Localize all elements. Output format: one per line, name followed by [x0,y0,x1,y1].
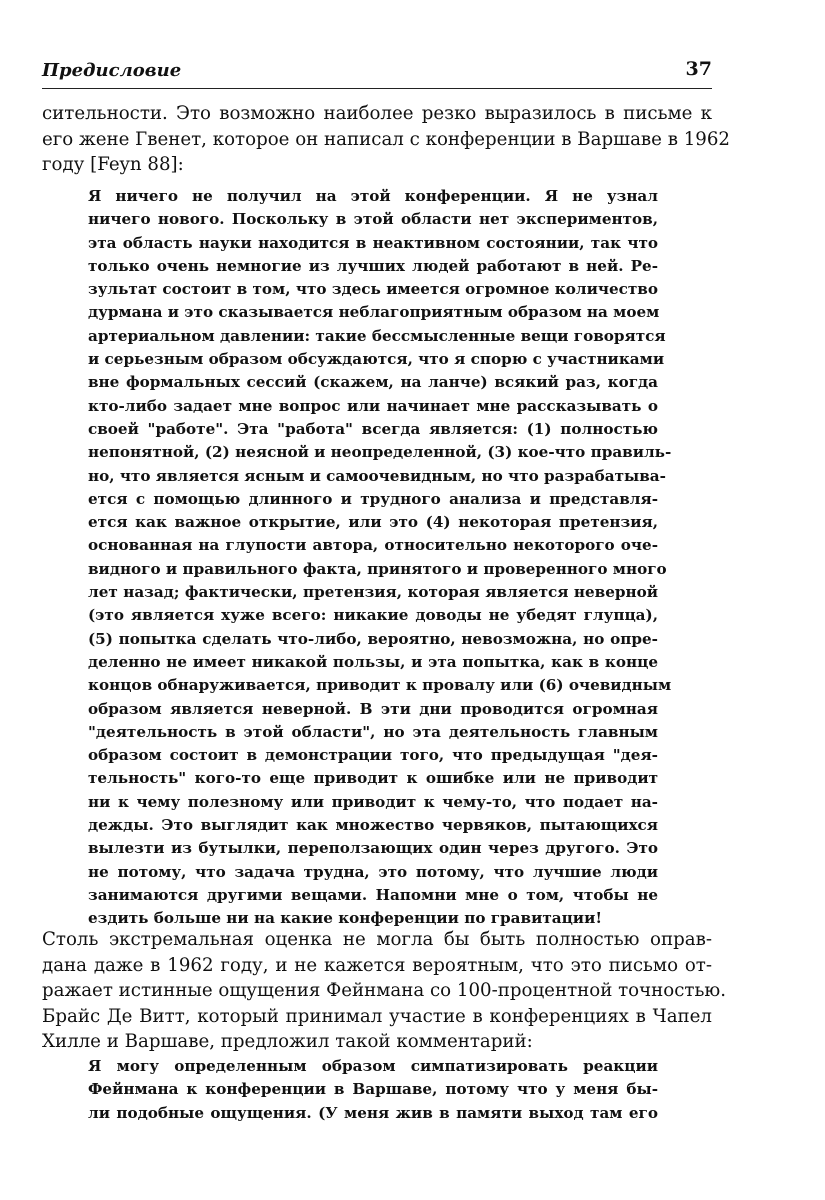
quote-line: (5) попытка сделать что-либо, вероятно, невозможна, но опре- [88,629,658,648]
quote-line: ни к чему полезному или приводит к чему-то, что подает на- [88,792,658,811]
quote-line: лет назад; фактически, претензия, которая является неверной [88,583,658,602]
quote-line: но, что является ясным и самоочевидным, но что разрабатыва- [88,466,666,485]
quote-line: только очень немногие из лучших людей работают в ней. Ре- [88,256,658,275]
quote-line: Я могу определенным образом симпатизировать реакции [88,1057,658,1075]
blockquote-dewitt [88,1055,658,1125]
text-line: году [Feyn 88]: [42,154,184,175]
quote-line: образом является неверной. В эти дни проводится огромная [88,699,658,718]
text-line: его жене Гвенет, которое он написал с конференции в Варшаве в 1962 [42,128,730,150]
quote-line: кто-либо задает мне вопрос или начинает мне рассказывать о [88,396,658,415]
quote-line: дежды. Это выглядит как множество червяков, пытающихся [88,816,658,835]
paragraph-commentary [42,927,726,1055]
quote-line: ездить больше ни на какие конференции по гравитации! [88,909,602,928]
text-line: сительности. Это возможно наиболее резко выразилось в письме к [42,103,712,124]
quote-line: (это является хуже всего: никакие доводы не убедят глупца), [88,606,658,625]
quote-line: ли подобные ощущения. (У меня жив в памяти выход там его [88,1103,658,1122]
text-line: Столь экстремальная оценка не могла бы быть полностью оправ- [42,929,712,950]
quote-line: вне формальных сессий (скажем, на ланче) всякий раз, когда [88,373,658,392]
quote-line: основанная на глупости автора, относительно некоторого оче- [88,536,658,555]
quote-line: ется с помощью длинного и трудного анализа и представля- [88,489,658,508]
quote-line: непонятной, (2) неясной и неопределенной, (3) кое-что правиль- [88,443,672,462]
blockquote-feynman-letter [88,185,672,931]
text-line: Хилле и Варшаве, предложил такой комментарий: [42,1031,533,1052]
quote-line: деленно не имеет никакой пользы, и эта попытка, как в конце [88,652,658,671]
quote-line: ничего нового. Поскольку в этой области нет экспериментов, [88,210,658,229]
text-line: ражает истинные ощущения Фейнмана со 100-процентной точностью. [42,980,726,1001]
paragraph-intro [42,101,730,178]
text-line: Брайс Де Витт, который принимал участие в конференциях в Чапел [42,1005,712,1027]
quote-line: видного и правильного факта, принятого и проверенного много [88,559,667,578]
text-line: дана даже в 1962 году, и не кажется вероятным, что это письмо от- [42,954,712,976]
quote-line: и серьезным образом обсуждаются, что я спорю с участниками [88,350,665,369]
quote-line: эта область науки находится в неактивном состоянии, так что [88,233,658,252]
quote-line: тельность" кого-то еще приводит к ошибке или не приводит [88,769,658,788]
page-number: 37 [685,58,712,80]
chapter-title: Предисловие [42,60,182,81]
quote-line: Фейнмана к конференции в Варшаве, потому что у меня бы- [88,1080,658,1099]
quote-line: артериальном давлении: такие бессмысленные вещи говорятся [88,326,666,345]
quote-line: ется как важное открытие, или это (4) некоторая претензия, [88,513,658,532]
quote-line: занимаются другими вещами. Напомни мне о том, чтобы не [88,885,658,904]
quote-line: вылезти из бутылки, переползающих один через другого. Это [88,839,658,858]
quote-line: своей "работе". Эта "работа" всегда является: (1) полностью [88,419,658,438]
quote-line: не потому, что задача трудна, это потому, что лучшие люди [88,862,658,881]
quote-line: зультат состоит в том, что здесь имеется огромное количество [88,280,658,299]
quote-line: "деятельность в этой области", но эта деятельность главным [88,722,658,741]
quote-line: дурмана и это сказывается неблагоприятным образом на моем [88,303,660,322]
quote-line: образом состоит в демонстрации того, что предыдущая "дея- [88,746,658,765]
running-header [42,58,712,89]
quote-line: Я ничего не получил на этой конференции. Я не узнал [88,187,658,205]
quote-line: концов обнаруживается, приводит к провалу или (6) очевидным [88,676,672,695]
